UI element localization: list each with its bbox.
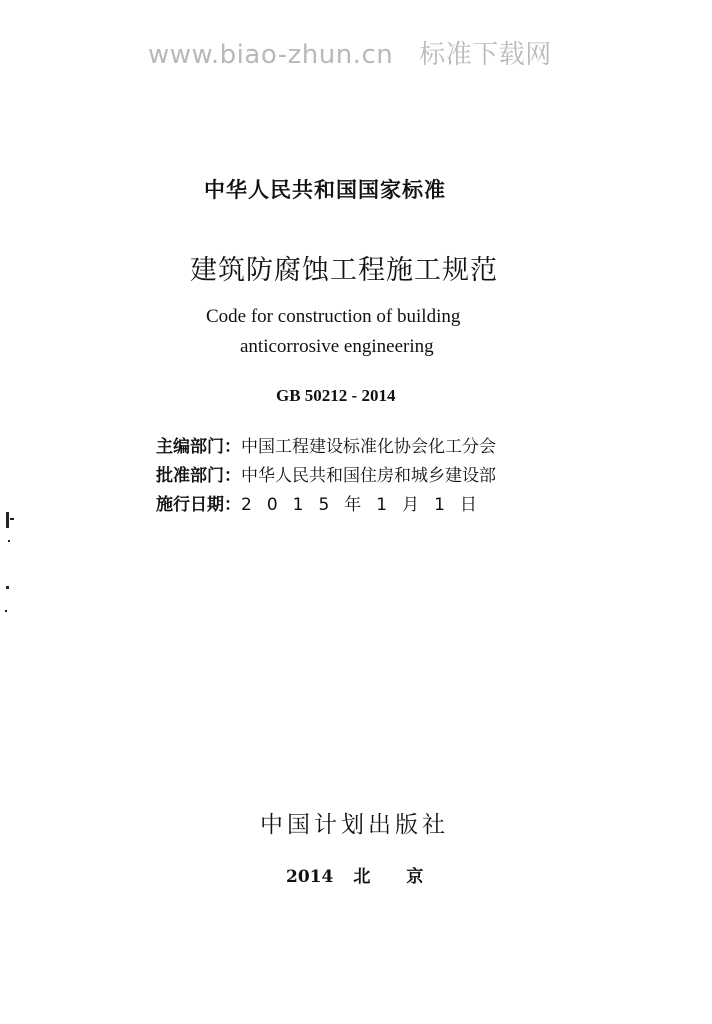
standard-series: 中华人民共和国国家标准 [204, 178, 446, 202]
publication-year: 2014 [286, 867, 334, 887]
publication-place [286, 862, 423, 887]
editor-label: 主编部门： [156, 437, 241, 457]
publisher-name: 中国计划出版社 [260, 812, 449, 838]
title-english-line-2: anticorrosive engineering [240, 336, 434, 357]
approver-value: 中华人民共和国住房和城乡建设部 [241, 466, 496, 486]
standard-code: GB 50212 - 2014 [276, 386, 396, 405]
publication-city-1: 北 [353, 867, 371, 887]
watermark [148, 34, 552, 71]
watermark-site: 标准下载网 [419, 40, 552, 70]
publication-city-2: 京 [406, 867, 424, 887]
editor-department [156, 432, 496, 457]
title-english-line-1: Code for construction of building [206, 306, 461, 327]
approver-label: 批准部门： [156, 466, 241, 486]
approver-department [156, 461, 496, 486]
watermark-url: www.biao-zhun.cn [148, 40, 394, 70]
effective-date [156, 490, 492, 515]
editor-value: 中国工程建设标准化协会化工分会 [241, 437, 496, 457]
effective-value: 2015年1月1日 [241, 495, 492, 515]
title-chinese: 建筑防腐蚀工程施工规范 [190, 255, 498, 286]
effective-label: 施行日期： [156, 495, 241, 515]
